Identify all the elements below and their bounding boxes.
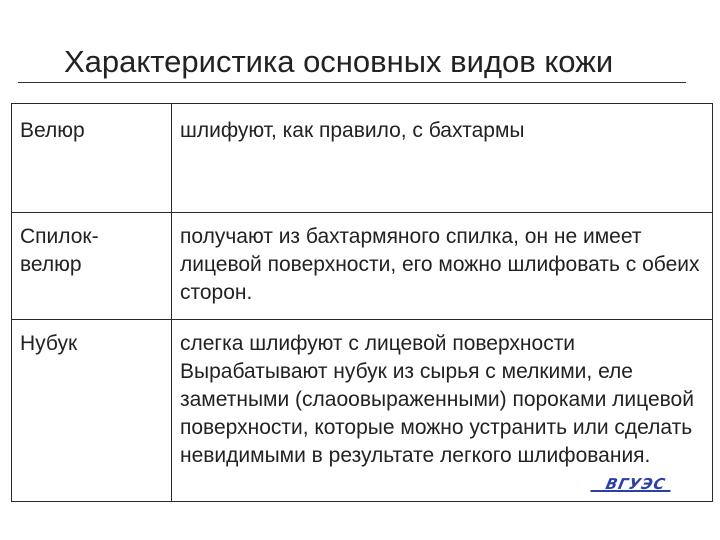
leather-name-cell: Велюр (12, 104, 172, 213)
leather-name-cell: Нубук (12, 320, 172, 502)
leather-description: слегка шлифуют с лицевой поверхности (180, 332, 576, 355)
leather-description-cell (172, 104, 713, 213)
university-logo: ВГУЭС (604, 475, 668, 493)
leather-description: шлифуют, как правило, с бахтармы (180, 119, 525, 142)
leather-name-cell: Спилок- велюр (12, 213, 172, 320)
leather-description: получают из бахтармяного спилка, он не имеет лицевой поверхности, его можно шлифовать с обеих сторон. (180, 225, 700, 304)
page-title: Характеристика основных видов кожи (64, 44, 614, 79)
leather-description-extra: Вырабатывают нубук из сырья с мелкими, еле заметными (слаоовыраженными) пороками лицевой поверхности, которые можно устранить или сделать невидимыми в результате легкого шлифования. (180, 360, 694, 467)
table-row (12, 213, 713, 320)
leather-description-cell (172, 213, 713, 320)
leather-types-table (11, 103, 713, 502)
table-row (12, 104, 713, 213)
title-underline (18, 82, 686, 83)
